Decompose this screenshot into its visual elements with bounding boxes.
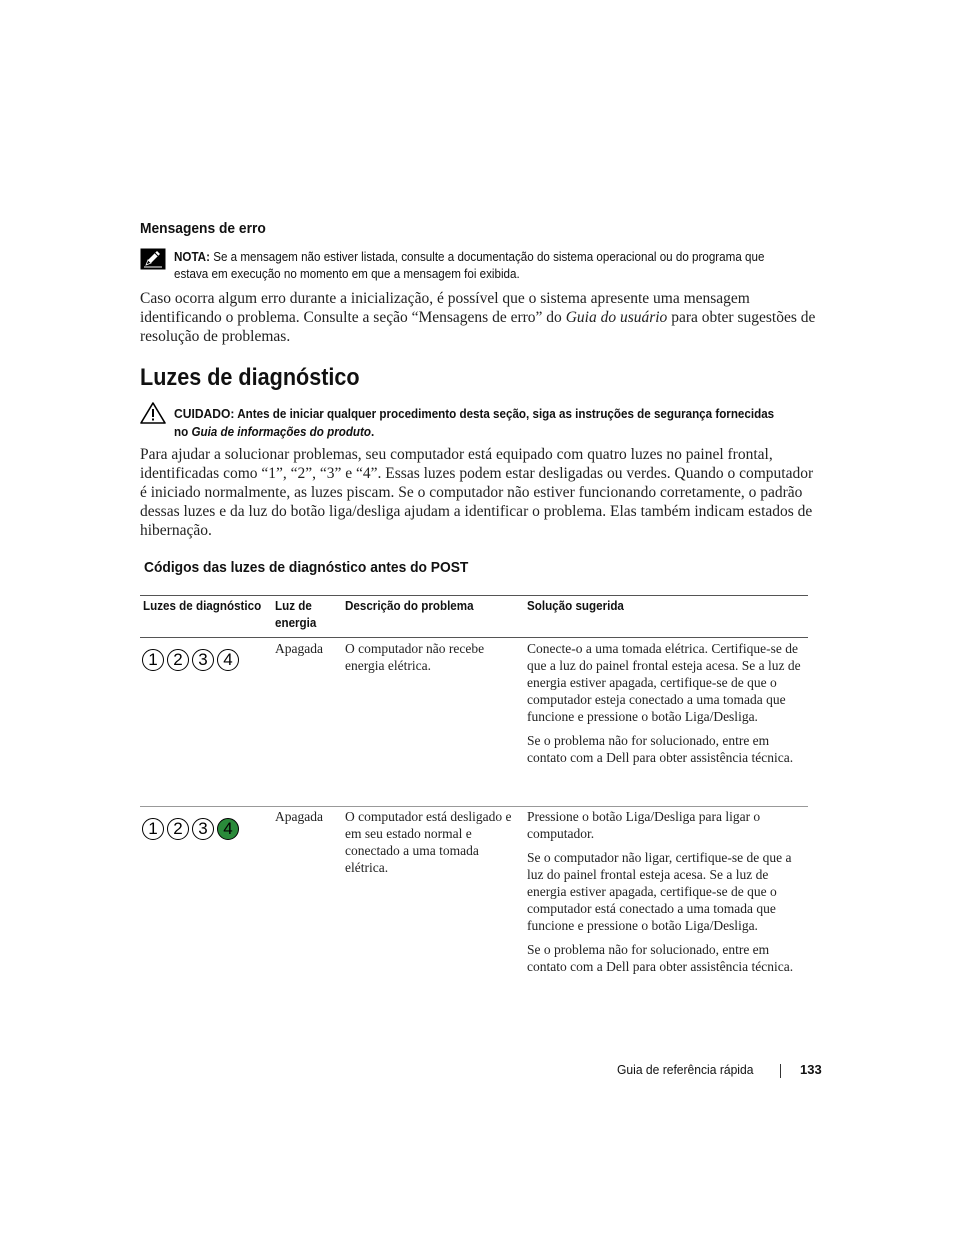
table-heading: Códigos das luzes de diagnóstico antes do POST	[144, 559, 469, 576]
diagnostic-light-4: 4	[217, 649, 239, 671]
error-paragraph-start: Caso ocorra algum erro durante a inicialização, é possível que o sistema apresente uma mensagem identificando o problema. Consulte a seção “Mensagens de erro” do	[140, 290, 750, 326]
footer-separator	[780, 1064, 781, 1078]
power-light-state: Apagada	[275, 641, 323, 656]
header-suggested-solution: Solução sugerida	[527, 599, 624, 613]
diagnostic-lights-row-2	[142, 818, 239, 840]
diagnostic-light-3: 3	[192, 649, 214, 671]
diagnostic-light-1: 1	[142, 818, 164, 840]
solution-paragraph: Se o problema não for solucionado, entre em contato com a Dell para obter assistência técnica.	[527, 942, 794, 974]
solution-paragraph: Se o computador não ligar, certifique-se de que a luz do painel frontal esteja acesa. Se a luz de energia estiver apagada, certifique-se de que o computador está conectado a uma tomada que funcione e pressione o botão Liga/Desliga.	[527, 850, 792, 933]
power-light-state: Apagada	[275, 809, 323, 824]
diagnostic-light-1: 1	[142, 649, 164, 671]
diagnostic-paragraph: Para ajudar a solucionar problemas, seu computador está equipado com quatro luzes no painel frontal, identificadas como “1”, “2”, “3” e “4”. Essas luzes podem estar desligadas ou verdes. Quando o computador é iniciado normalmente, as luzes piscam. Se o computador não estiver funcionando corretamente, o padrão dessas luzes e da luz do botão liga/desliga ajudam a identificar o problema. Elas também indicam estados de hibernação.	[140, 446, 814, 539]
user-guide-title: Guia do usuário	[565, 309, 668, 326]
warning-triangle-icon	[140, 402, 166, 424]
page-title: Luzes de diagnóstico	[140, 364, 360, 391]
caution-end: .	[371, 424, 375, 439]
header-problem-description: Descrição do problema	[345, 599, 474, 613]
suggested-solution	[527, 808, 809, 982]
header-power-light: Luz de energia	[275, 599, 317, 630]
diagnostic-light-4: 4	[217, 818, 239, 840]
pencil-note-icon	[140, 248, 166, 270]
header-diagnostic-lights: Luzes de diagnóstico	[143, 599, 262, 613]
caution-text: Antes de iniciar qualquer procedimento desta seção, siga as instruções de segurança fornecidas no	[174, 407, 775, 439]
note-label: NOTA:	[174, 250, 210, 264]
footer-guide-title: Guia de referência rápida	[617, 1062, 754, 1077]
error-paragraph	[140, 289, 820, 346]
diagnostic-lights-row-1	[142, 649, 239, 671]
table-top-rule	[140, 595, 808, 596]
table-header-rule	[140, 637, 808, 638]
solution-paragraph: Se o problema não for solucionado, entre em contato com a Dell para obter assistência técnica.	[527, 733, 794, 765]
error-paragraph-end: para obter sugestões de resolução de problemas.	[140, 309, 816, 345]
suggested-solution	[527, 640, 809, 773]
solution-paragraph: Conecte-o a uma tomada elétrica. Certifique-se de que a luz do painel frontal esteja acesa. Se a luz de energia estiver apagada, certifique-se de que o computador esteja conectado a uma tomada que funcione e pressione o botão Liga/Desliga.	[527, 641, 801, 724]
problem-description: O computador não recebe energia elétrica.	[345, 641, 485, 673]
diagnostic-light-2: 2	[167, 649, 189, 671]
page-number: 133	[800, 1062, 822, 1077]
product-info-guide-title: Guia de informações do produto	[191, 424, 372, 439]
caution-label: CUIDADO:	[174, 406, 235, 421]
problem-description: O computador está desligado e em seu estado normal e conectado a uma tomada elétrica.	[345, 809, 512, 875]
solution-paragraph: Pressione o botão Liga/Desliga para ligar o computador.	[527, 809, 761, 841]
diagnostic-light-2: 2	[167, 818, 189, 840]
diagnostic-light-3: 3	[192, 818, 214, 840]
table-row-rule	[140, 806, 808, 807]
section-heading-error-messages: Mensagens de erro	[140, 220, 266, 237]
note-text: Se a mensagem não estiver listada, consulte a documentação do sistema operacional ou do programa que estava em execução no momento em que a mensagem foi exibida.	[174, 250, 765, 281]
